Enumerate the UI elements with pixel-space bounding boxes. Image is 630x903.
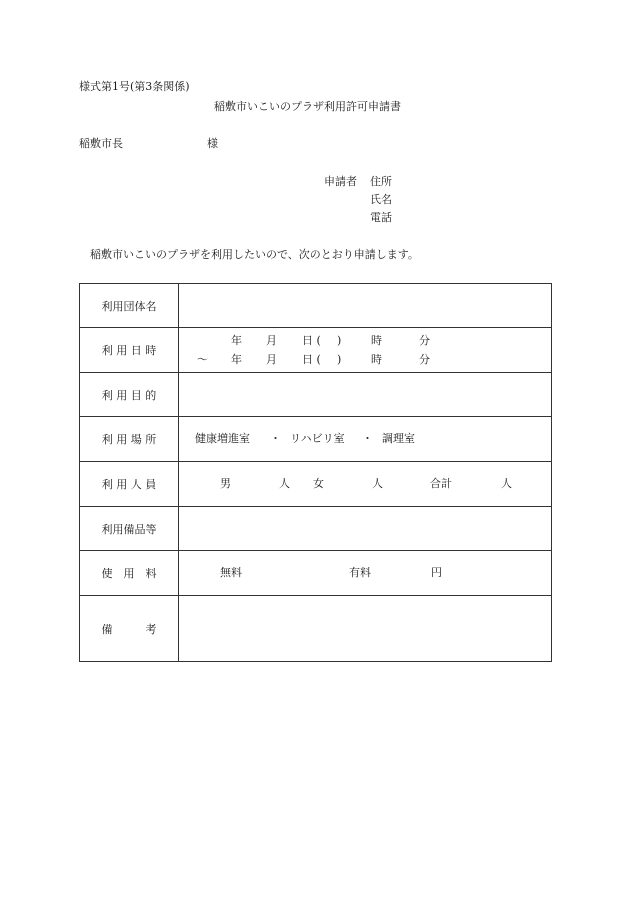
date2-month: 月 [266,353,277,366]
applicant-phone-label: 電話 [370,211,392,224]
place-separator-1: ・ [270,432,281,445]
people-female-unit: 人 [372,477,383,490]
applicant-address-label: 住所 [370,175,392,188]
remarks-field[interactable] [179,596,552,662]
row-people [80,462,552,507]
fee-free-option[interactable]: 無料 [220,566,242,579]
date2-day: 日 ( [302,353,321,366]
row-date-time [80,328,552,373]
place-option-fitness-room[interactable]: 健康増進室 [195,432,250,445]
group-name-field[interactable] [179,284,552,328]
people-total-label: 合計 [430,477,452,490]
date1-minute: 分 [419,334,430,347]
people-total-unit: 人 [501,477,512,490]
addressee-name: 稲敷市長 [79,137,123,150]
purpose-field[interactable] [179,373,552,417]
date2-tilde: ～ [197,353,208,366]
row-place [80,417,552,462]
place-option-cooking-room[interactable]: 調理室 [382,432,415,445]
place-label: 利 用 場 所 [80,417,179,462]
date2-minute: 分 [419,353,430,366]
date1-year: 年 [231,334,242,347]
fee-field[interactable] [179,551,552,596]
place-separator-2: ・ [362,432,373,445]
date1-close: ) [337,334,342,347]
fee-paid-option[interactable]: 有料 [349,566,371,579]
place-option-rehab-room[interactable]: リハビリ室 [290,432,345,445]
date1-month: 月 [266,334,277,347]
row-purpose [80,373,552,417]
people-female-label: 女 [313,477,324,490]
people-male-label: 男 [220,477,231,490]
date2-hour: 時 [371,353,382,366]
row-fee [80,551,552,596]
application-table [79,283,552,662]
place-field[interactable] [179,417,552,462]
people-field[interactable] [179,462,552,507]
document-title: 稲敷市いこいのプラザ利用許可申請書 [214,100,401,113]
date-time-field[interactable] [179,328,552,373]
row-remarks [80,596,552,662]
remarks-label: 備 考 [80,596,179,662]
equipment-field[interactable] [179,507,552,551]
equipment-label: 利用備品等 [80,507,179,551]
date2-close: ) [337,353,342,366]
date2-year: 年 [231,353,242,366]
intro-text: 稲敷市いこいのプラザを利用したいので、次のとおり申請します。 [90,248,419,261]
applicant-label: 申請者 [324,175,357,188]
date-time-label: 利 用 日 時 [80,328,179,373]
people-male-unit: 人 [279,477,290,490]
people-label: 利 用 人 員 [80,462,179,507]
date1-hour: 時 [371,334,382,347]
purpose-label: 利 用 目 的 [80,373,179,417]
row-group-name [80,284,552,328]
applicant-name-label: 氏名 [370,193,392,206]
addressee-honorific: 様 [207,137,218,150]
row-equipment [80,507,552,551]
group-name-label: 利用団体名 [80,284,179,328]
form-number: 様式第1号(第3条関係) [79,80,190,93]
fee-label: 使 用 料 [80,551,179,596]
fee-yen-unit: 円 [431,566,442,579]
date1-day: 日 ( [302,334,321,347]
